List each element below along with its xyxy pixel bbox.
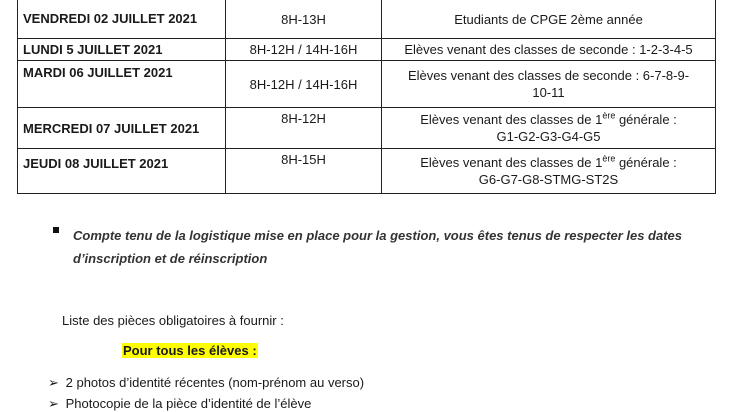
documents-title: Liste des pièces obligatoires à fournir : [62,313,284,328]
list-item-text: 2 photos d’identité récentes (nom-prénom au verso) [65,375,365,390]
students-label: Etudiants de CPGE 2ème année [454,12,643,27]
hours-cell [226,0,382,39]
students-label-continued: 10-11 [532,85,565,100]
hours-label: 8H-13H [281,12,326,27]
hours-cell: 8H-12H / 14H-16H [226,39,382,61]
students-text-end: générale : [615,112,677,127]
students-cell: Elèves venant des classes de seconde : 1-2-3-4-5 [382,39,716,61]
day-label: JEUDI 08 JUILLET 2021 [23,156,169,171]
list-item-text: Photocopie de la pièce d’identité de l’élève [65,396,312,411]
day-cell [18,149,226,194]
hours-cell [226,108,382,149]
students-label [387,111,710,128]
table-row [18,61,716,108]
arrow-bullet-icon: ➢ [48,375,59,390]
students-label: Elèves venant des classes de seconde : 6-7-8-9- [407,68,690,83]
class-list: G1-G2-G3-G4-G5 [496,129,601,144]
table-row [18,0,716,39]
students-cell [382,0,716,39]
students-label [387,154,710,171]
students-text: Elèves venant des classes de 1 [420,155,603,170]
hours-label: 8H-15H [281,152,326,167]
day-cell [18,39,226,61]
day-label: MARDI 06 JUILLET 2021 [23,65,173,80]
students-cell [382,149,716,194]
hours-cell [226,149,382,194]
schedule-table [17,0,716,194]
day-cell [18,108,226,149]
notice-text: Compte tenu de la logistique mise en place pour la gestion, vous êtes tenus de respecter les dates d’inscription et de réinscription [73,228,683,266]
table-row [18,149,716,194]
hours-cell: 8H-12H / 14H-16H [226,61,382,108]
students-cell [382,108,716,149]
day-cell [18,61,226,108]
students-cell [382,61,716,108]
list-item [48,375,364,391]
day-label: LUNDI 5 JUILLET 2021 [23,42,163,57]
day-cell [18,0,226,39]
highlighted-heading: Pour tous les élèves : [123,343,257,358]
day-label: MERCREDI 07 JUILLET 2021 [23,120,200,136]
bullet-icon [53,227,59,233]
table-row [18,39,716,61]
class-list: G6-G7-G8-STMG-ST2S [478,172,619,187]
table-row [18,108,716,149]
day-label: VENDREDI 02 JUILLET 2021 [23,11,198,26]
superscript: ère [602,110,616,121]
students-text-end: générale : [615,155,677,170]
hours-label: 8H-12H [281,111,326,126]
superscript: ère [602,153,616,164]
students-text: Elèves venant des classes de 1 [420,112,603,127]
arrow-bullet-icon: ➢ [48,396,59,411]
